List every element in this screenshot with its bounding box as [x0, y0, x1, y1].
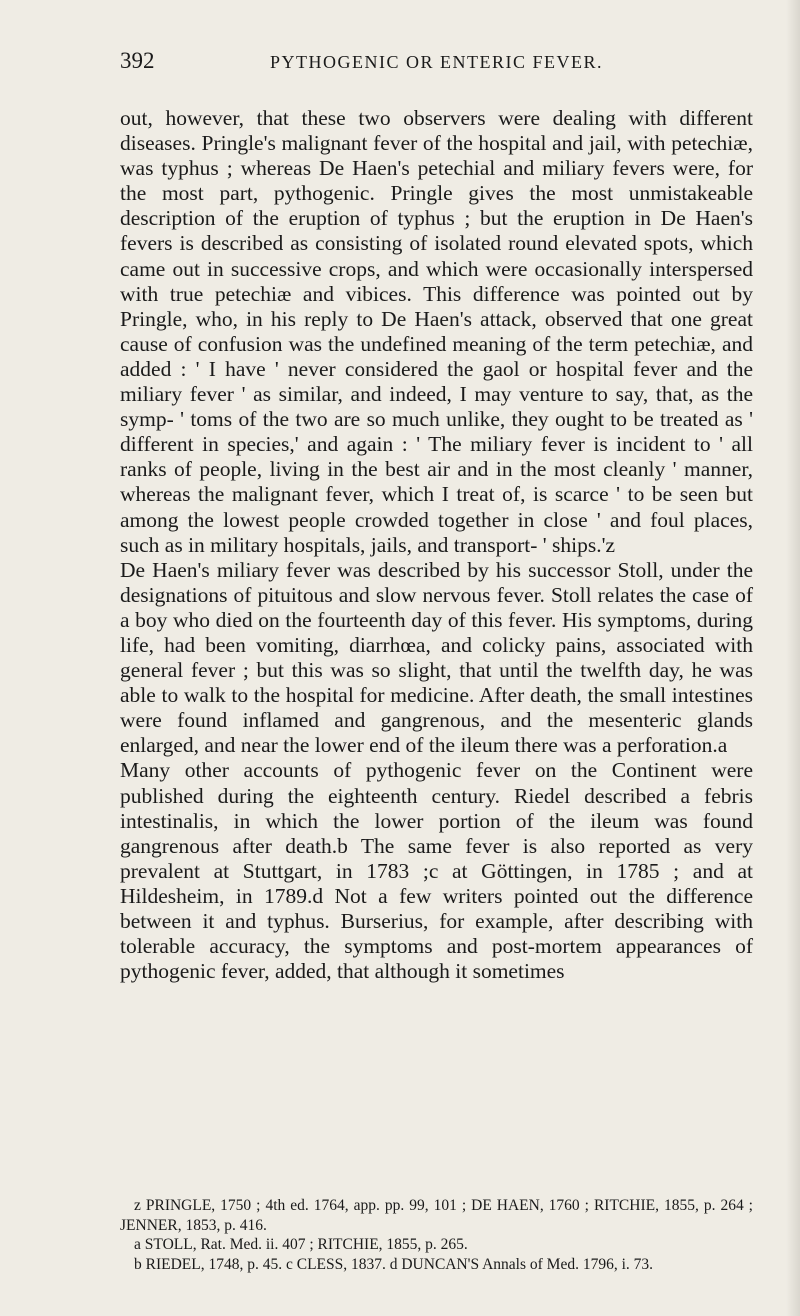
paragraph-1: out, however, that these two observers were dealing with different diseases. Pringle's malignant fever of the hospital and jail, with petechiæ, was typhus ; whereas De Haen's petechial and miliary fevers were, for the most part, pythogenic. Pringle gives the most unmistakeable description of the eruption of typhus ; but the eruption in De Haen's fevers is described as consisting of isolated round elevated spots, which came out in successive crops, and which were occasionally interspersed with true petechiæ and vibices. This difference was pointed out by Pringle, who, in his reply to De Haen's attack, observed that one great cause of confusion was the undefined meaning of the term petechiæ, and added : ' I have ' never considered the gaol or hospital fever and the miliary fever ' as similar, and indeed, I may venture to say, that, as the symp- ' toms of the two are so much unlike, they ought to be treated as ' different in species,' and again : ' The miliary fever is incident to ' all ranks of people, living in the best air and in the most cleanly ' manner, whereas the malignant fever, which I treat of, is scarce ' to be seen but among the lowest people crowded together in close ' and foul places, such as in military hospitals, jails, and transport- ' ships.'z	[120, 106, 753, 557]
page-number: 392	[120, 48, 155, 73]
body-text	[120, 106, 753, 984]
footnotes	[120, 1196, 753, 1274]
page-edge-shadow	[786, 0, 800, 1316]
footnote-a: a STOLL, Rat. Med. ii. 407 ; RITCHIE, 1855, p. 265.	[134, 1236, 468, 1253]
footnote-z: z PRINGLE, 1750 ; 4th ed. 1764, app. pp. 99, 101 ; DE HAEN, 1760 ; RITCHIE, 1855, p. 264 ; JENNER, 1853, p. 416.	[120, 1197, 753, 1234]
footnote-b-c-d: b RIEDEL, 1748, p. 45. c CLESS, 1837. d DUNCAN'S Annals of Med. 1796, i. 73.	[134, 1255, 654, 1273]
paragraph-3: Many other accounts of pythogenic fever on the Continent were published during the eighteenth century. Riedel described a febris intestinalis, in which the lower portion of the ileum was found gangrenous after death.b The same fever is also reported as very prevalent at Stuttgart, in 1783 ;c at Göttingen, in 1785 ; and at Hildesheim, in 1789.d Not a few writers pointed out the difference between it and typhus. Burserius, for example, after describing with tolerable accuracy, the symptoms and post-mortem appearances of pythogenic fever, added, that although it sometimes	[120, 758, 753, 984]
page-header	[120, 48, 755, 80]
running-title: PYTHOGENIC OR ENTERIC FEVER.	[270, 52, 603, 72]
paragraph-2: De Haen's miliary fever was described by his successor Stoll, under the designations of pituitous and slow nervous fever. Stoll relates the case of a boy who died on the fourteenth day of this fever. His symptoms, during life, had been vomiting, diarrhœa, and colicky pains, associated with general fever ; but this was so slight, that until the twelfth day, he was able to walk to the hospital for medicine. After death, the small intestines were found inflamed and gangrenous, and the mesenteric glands enlarged, and near the lower end of the ileum there was a perforation.a	[120, 557, 753, 758]
